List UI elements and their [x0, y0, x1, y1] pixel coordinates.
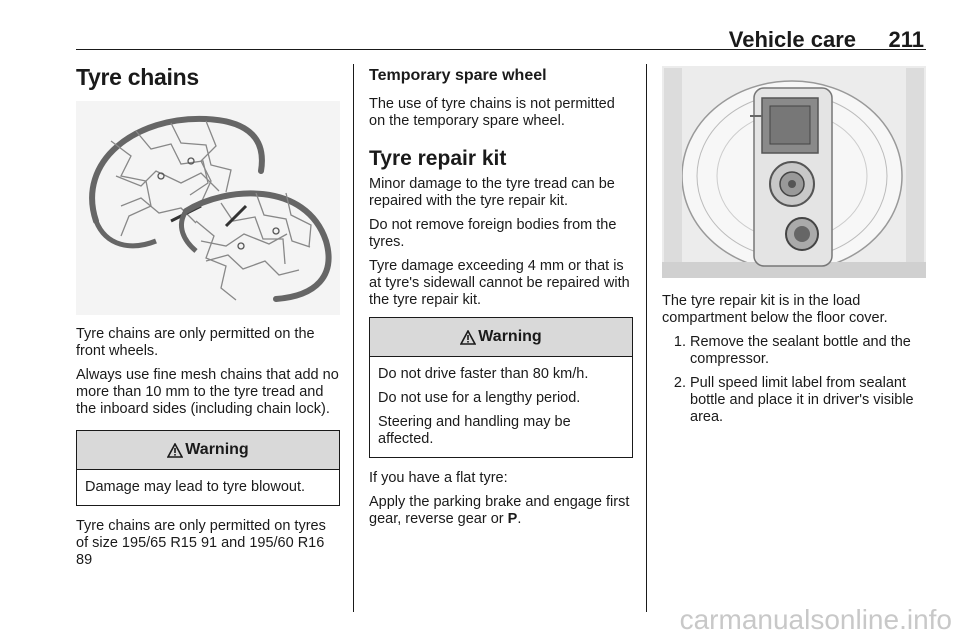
warning-icon — [460, 330, 476, 345]
warning-body — [77, 470, 339, 505]
section-title: Vehicle care — [728, 27, 856, 52]
step-text: Remove the sealant bottle and the compressor. — [690, 334, 911, 367]
right-paragraph-1: The tyre repair kit is in the load compartment below the floor cover. — [662, 293, 888, 326]
middle-column — [369, 67, 633, 535]
tyre-repair-kit-heading: Tyre repair kit — [369, 147, 507, 170]
column-divider-2 — [646, 64, 647, 612]
list-item — [662, 375, 926, 426]
step-number: 2. — [673, 375, 686, 391]
warning-box-middle — [369, 317, 633, 458]
temporary-spare-wheel-heading: Temporary spare wheel — [369, 67, 547, 84]
repair-kit-illustration — [662, 66, 926, 278]
page-number: 211 — [888, 27, 924, 52]
step-number: 1. — [673, 334, 686, 350]
warning-text-2: Do not use for a lengthy period. — [378, 390, 581, 406]
warning-title: Warning — [478, 328, 542, 345]
column-divider-1 — [353, 64, 354, 612]
warning-title: Warning — [185, 441, 249, 458]
gear-p-symbol: P — [507, 511, 518, 527]
chain-right — [181, 193, 328, 300]
header-rule — [76, 49, 926, 50]
warning-header — [77, 431, 339, 470]
paragraph-text: Apply the parking brake and engage first gear, reverse gear or — [369, 494, 630, 527]
watermark: carmanualsonline.info — [679, 604, 952, 635]
left-paragraph-3: Tyre chains are only permitted on tyres of size 195/65 R15 91 and 195/60 R16 89 — [76, 518, 326, 568]
warning-text: Damage may lead to tyre blowout. — [85, 479, 306, 495]
warning-box-left — [76, 430, 340, 506]
tyre-chains-illustration — [76, 101, 340, 315]
middle-paragraph-6 — [369, 494, 633, 528]
middle-paragraph-4: Tyre damage exceeding 4 mm or that is at tyre's sidewall cannot be repaired with the tyre repair kit. — [369, 258, 630, 308]
chain-left — [92, 119, 262, 246]
steps-list — [662, 334, 926, 426]
left-column — [76, 64, 340, 576]
right-column — [662, 66, 926, 433]
warning-text-1: Do not drive faster than 80 km/h. — [378, 366, 589, 382]
warning-text-3: Steering and handling may be affected. — [378, 414, 571, 447]
warning-icon — [167, 443, 183, 458]
middle-paragraph-2: Minor damage to the tyre tread can be repaired with the tyre repair kit. — [369, 176, 615, 209]
tyre-chains-heading: Tyre chains — [76, 64, 199, 90]
step-text: Pull speed limit label from sealant bottle and place it in driver's visible area. — [690, 375, 914, 425]
middle-paragraph-1: The use of tyre chains is not permitted on the temporary spare wheel. — [369, 96, 615, 129]
left-paragraph-2: Always use fine mesh chains that add no more than 10 mm to the tyre tread and the inboard sides (including chain lock). — [76, 367, 339, 417]
warning-header — [370, 318, 632, 357]
warning-body — [370, 357, 632, 457]
left-paragraph-1: Tyre chains are only permitted on the front wheels. — [76, 326, 315, 359]
middle-paragraph-5: If you have a flat tyre: — [369, 470, 508, 486]
paragraph-end: . — [517, 511, 522, 527]
list-item — [662, 334, 926, 368]
middle-paragraph-3: Do not remove foreign bodies from the tyres. — [369, 217, 617, 250]
